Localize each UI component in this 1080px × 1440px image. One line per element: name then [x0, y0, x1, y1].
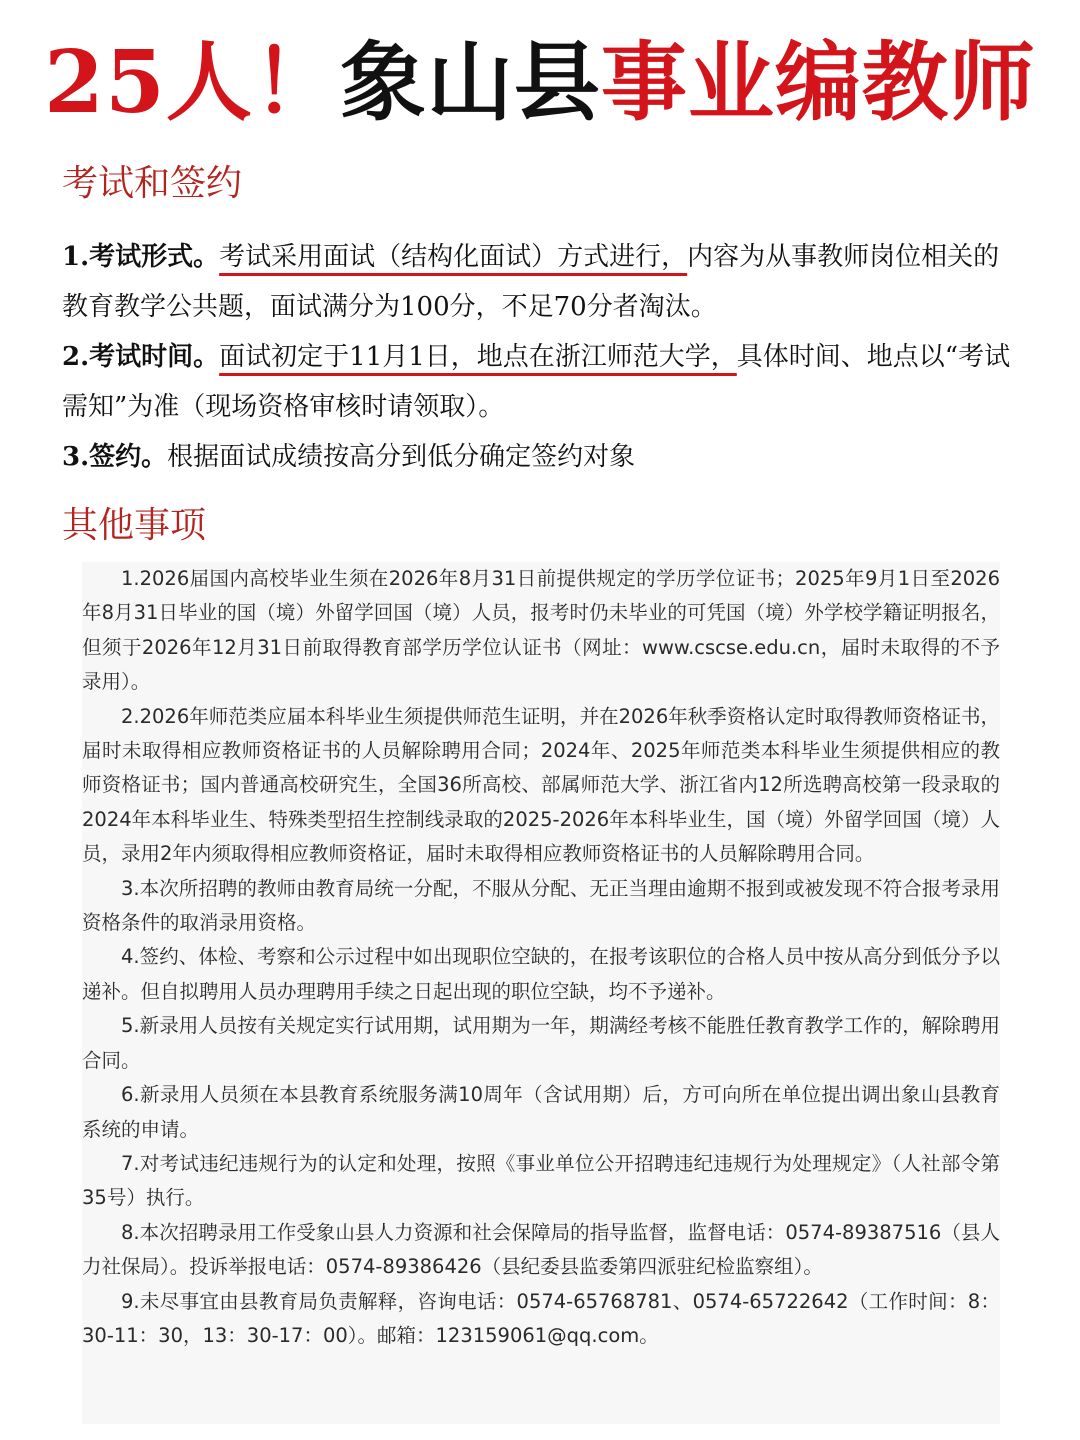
item-text: 内容为从事教师岗位相关的教育教学公共题，面试满分为100分，不足70分者淘汰。 [62, 242, 1000, 322]
note-item: 3.本次所招聘的教师由教育局统一分配，不服从分配、无正当理由逾期不报到或被发现不符合报考录用资格条件的取消录用资格。 [82, 876, 1000, 935]
item-text: 具体时间、地点以“考试需知”为准（现场资格审核时请领取）。 [62, 342, 1011, 422]
note-item: 5.新录用人员按有关规定实行试用期，试用期为一年，期满经考核不能胜任教育教学工作的，解除聘用合同。 [82, 1014, 1000, 1072]
note-item: 7.对考试违纪违规行为的认定和处理，按照《事业单位公开招聘违纪违规行为处理规定》（人社部令第35号）执行。 [82, 1151, 1000, 1210]
title-county: 象山县 [339, 32, 601, 133]
item-lead: 2.考试时间。 [62, 342, 220, 372]
item-underlined: 面试初定于11月1日，地点在浙江师范大学， [219, 342, 737, 372]
note-item: 4.签约、体检、考察和公示过程中如出现职位空缺的，在报考该职位的合格人员中按从高分到低分予以递补。但自拟聘用人员办理聘用手续之日起出现的职位空缺，均不予递补。 [82, 945, 1000, 1003]
page-title [0, 28, 1080, 138]
item-text: 根据面试成绩按高分到低分确定签约对象 [167, 442, 636, 472]
section-heading-other: 其他事项 [62, 505, 207, 546]
exam-item-contract [62, 432, 1012, 482]
other-notes-panel [82, 562, 1000, 1424]
exam-item-format [62, 232, 1012, 332]
note-item: 1.2026届国内高校毕业生须在2026年8月31日前提供规定的学历学位证书；2025年9月1日至2026年8月31日毕业的国（境）外留学回国（境）人员，报考时仍未毕业的可凭国（境）外学校学籍证明报名，但须于2026年12月31日前取得教育部学历学位认证书（网址：www.cscse.edu.cn，届时未取得的不予录用）。 [82, 567, 1000, 694]
note-item: 8.本次招聘录用工作受象山县人力资源和社会保障局的指导监督，监督电话：0574-89387516（县人力社保局）。投诉举报电话：0574-89386426（县纪委县监委第四派驻纪检监察组）。 [82, 1220, 1000, 1279]
exam-item-time [62, 332, 1012, 432]
title-position: 事业编教师 [600, 32, 1036, 133]
section-heading-exam: 考试和签约 [62, 163, 243, 204]
title-count: 25人！ [44, 32, 340, 133]
item-lead: 3.签约。 [62, 442, 168, 472]
note-item: 9.未尽事宜由县教育局负责解释，咨询电话：0574-65768781、0574-65722642（工作时间：8：30-11：30，13：30-17：00）。邮箱：123159061@qq.com。 [82, 1289, 1000, 1347]
note-item: 2.2026年师范类应届本科毕业生须提供师范生证明，并在2026年秋季资格认定时取得教师资格证书，届时未取得相应教师资格证书的人员解除聘用合同；2024年、2025年师范类本科毕业生须提供相应的教师资格证书；国内普通高校研究生，全国36所高校、部属师范大学、浙江省内12所选聘高校第一段录取的2024年本科毕业生、特殊类型招生控制线录取的2025-2026年本科毕业生，国（境）外留学回国（境）人员，录用2年内须取得相应教师资格证，届时未取得相应教师资格证书的人员解除聘用合同。 [82, 704, 1000, 866]
note-item: 6.新录用人员须在本县教育系统服务满10周年（含试用期）后，方可向所在单位提出调出象山县教育系统的申请。 [82, 1083, 1000, 1141]
item-underlined: 考试采用面试（结构化面试）方式进行， [219, 242, 688, 272]
item-lead: 1.考试形式。 [62, 242, 220, 272]
